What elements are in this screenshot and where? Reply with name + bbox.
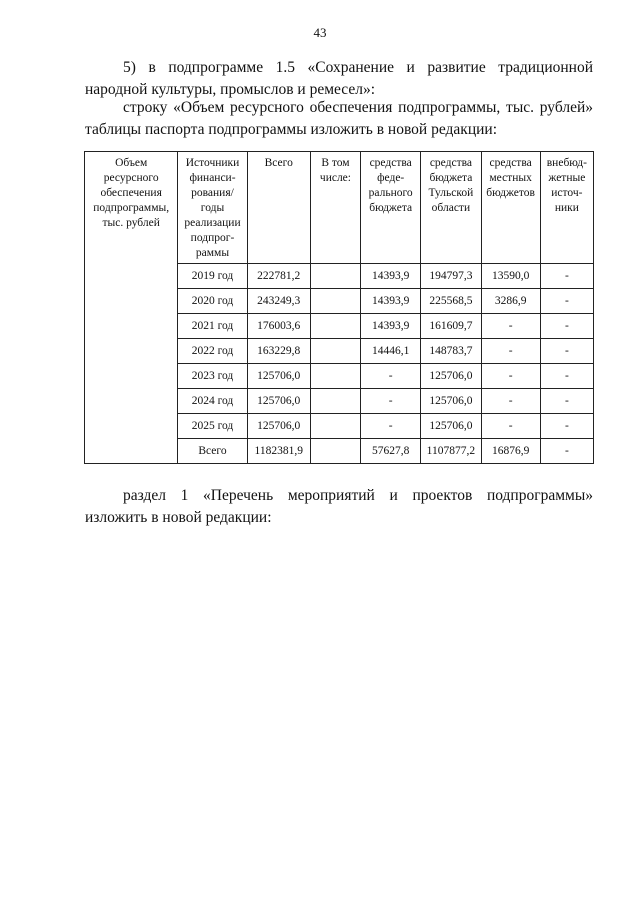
cell-including: [310, 439, 360, 464]
cell-extrabudgetary: -: [540, 414, 593, 439]
cell-local: -: [481, 414, 540, 439]
cell-federal: 57627,8: [361, 439, 421, 464]
page-number: 43: [313, 25, 327, 40]
cell-local: -: [481, 364, 540, 389]
cell-year: Всего: [178, 439, 247, 464]
cell-including: [310, 414, 360, 439]
cell-extrabudgetary: -: [540, 439, 593, 464]
cell-including: [310, 289, 360, 314]
cell-local: 13590,0: [481, 264, 540, 289]
section-text: раздел 1 «Перечень мероприятий и проектов подпрограммы» изложить в новой редакции:: [85, 487, 593, 526]
cell-year: 2020 год: [178, 289, 247, 314]
table-header-row: [85, 152, 594, 264]
section-paragraph: [85, 485, 593, 529]
cell-total: 1182381,9: [247, 439, 310, 464]
cell-local: -: [481, 339, 540, 364]
instruction-paragraph: [85, 97, 593, 141]
cell-local: 3286,9: [481, 289, 540, 314]
cell-total: 243249,3: [247, 289, 310, 314]
cell-regional: 225568,5: [421, 289, 481, 314]
cell-extrabudgetary: -: [540, 289, 593, 314]
cell-federal: -: [361, 364, 421, 389]
cell-total: 125706,0: [247, 364, 310, 389]
cell-extrabudgetary: -: [540, 389, 593, 414]
cell-local: 16876,9: [481, 439, 540, 464]
cell-total: 125706,0: [247, 389, 310, 414]
row-label-cell: Объем ресурсного обеспечения подпрограммы, тыс. рублей: [85, 152, 178, 464]
cell-year: 2022 год: [178, 339, 247, 364]
cell-extrabudgetary: -: [540, 364, 593, 389]
header-local: средства местных бюджетов: [481, 152, 540, 264]
cell-regional: 125706,0: [421, 364, 481, 389]
cell-including: [310, 389, 360, 414]
amendment-text: 5) в подпрограмме 1.5 «Сохранение и развитие традиционной народной культуры, промыслов и ремесел»:: [85, 59, 593, 98]
header-including: В том числе:: [310, 152, 360, 264]
cell-year: 2025 год: [178, 414, 247, 439]
cell-total: 125706,0: [247, 414, 310, 439]
cell-regional: 194797,3: [421, 264, 481, 289]
cell-regional: 1107877,2: [421, 439, 481, 464]
cell-extrabudgetary: -: [540, 264, 593, 289]
cell-federal: 14446,1: [361, 339, 421, 364]
cell-year: 2024 год: [178, 389, 247, 414]
cell-year: 2019 год: [178, 264, 247, 289]
cell-including: [310, 264, 360, 289]
cell-including: [310, 364, 360, 389]
cell-total: 222781,2: [247, 264, 310, 289]
cell-extrabudgetary: -: [540, 339, 593, 364]
header-total: Всего: [247, 152, 310, 264]
cell-local: -: [481, 314, 540, 339]
cell-year: 2021 год: [178, 314, 247, 339]
cell-including: [310, 314, 360, 339]
cell-regional: 161609,7: [421, 314, 481, 339]
cell-extrabudgetary: -: [540, 314, 593, 339]
amendment-paragraph: [85, 57, 593, 101]
cell-local: -: [481, 389, 540, 414]
cell-federal: -: [361, 414, 421, 439]
cell-year: 2023 год: [178, 364, 247, 389]
header-sources: Источники финанси-рования/ годы реализации подпрог-раммы: [178, 152, 247, 264]
cell-regional: 148783,7: [421, 339, 481, 364]
resource-table: [84, 151, 594, 464]
cell-regional: 125706,0: [421, 389, 481, 414]
header-extrabudgetary: внебюд-жетные источ-ники: [540, 152, 593, 264]
header-federal: средства феде-рального бюджета: [361, 152, 421, 264]
cell-including: [310, 339, 360, 364]
instruction-text: строку «Объем ресурсного обеспечения подпрограммы, тыс. рублей» таблицы паспорта подпрограммы изложить в новой редакции:: [85, 99, 593, 138]
cell-total: 163229,8: [247, 339, 310, 364]
cell-federal: 14393,9: [361, 289, 421, 314]
cell-federal: 14393,9: [361, 264, 421, 289]
cell-total: 176003,6: [247, 314, 310, 339]
cell-regional: 125706,0: [421, 414, 481, 439]
header-regional: средства бюджета Тульской области: [421, 152, 481, 264]
cell-federal: 14393,9: [361, 314, 421, 339]
cell-federal: -: [361, 389, 421, 414]
